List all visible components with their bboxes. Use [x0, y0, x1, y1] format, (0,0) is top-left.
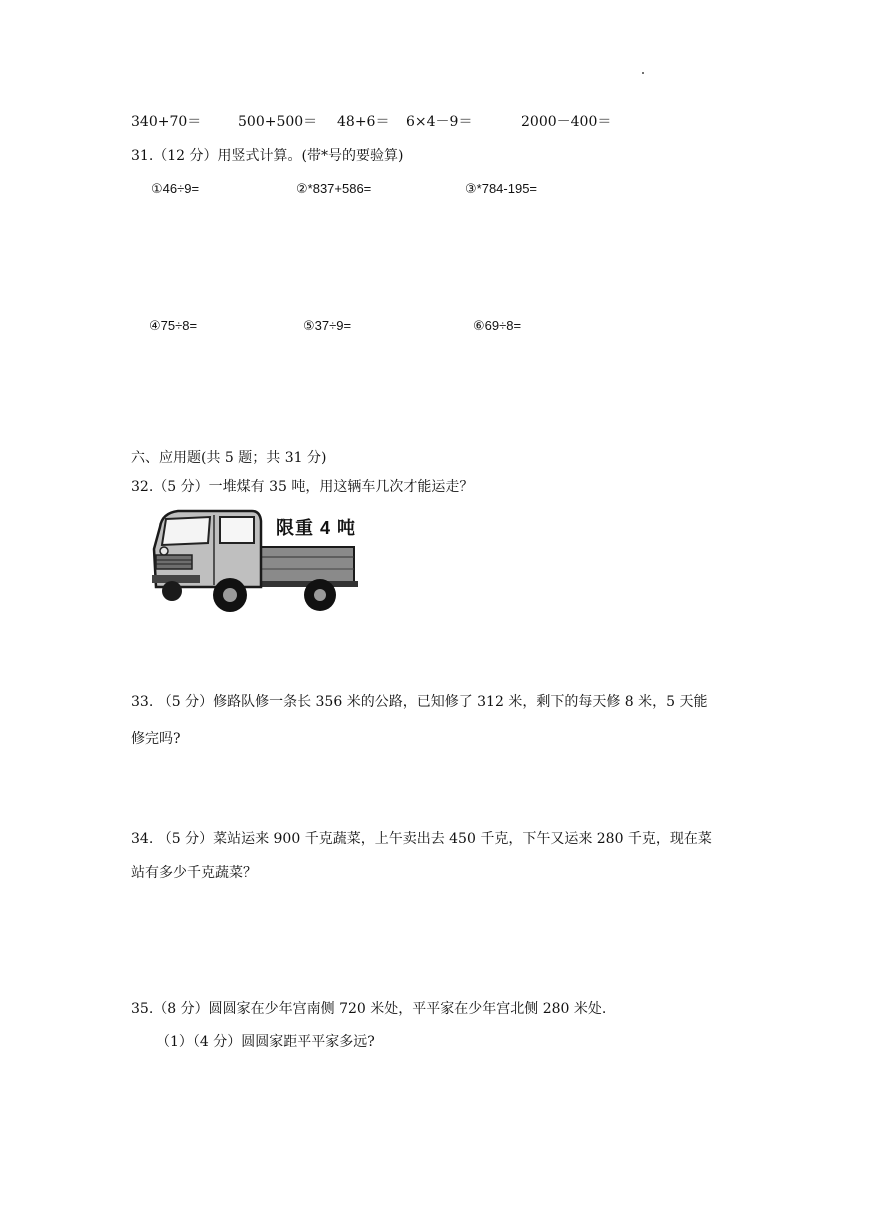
q31-item-5: ⑤37÷9= — [303, 318, 352, 333]
q31-item-6: ⑥69÷8= — [473, 318, 522, 333]
q32-text: 32.（5 分）一堆煤有 35 吨，用这辆车几次才能运走？ — [131, 479, 474, 495]
oral-calc-5: 2000－400＝ — [521, 114, 612, 130]
q35-text: 35.（8 分）圆圆家在少年宫南侧 720 米处，平平家在少年宫北侧 280 米处. — [131, 1001, 607, 1017]
q35-sub1: （1）（4 分）圆圆家距平平家多远? — [156, 1034, 375, 1050]
truck-illustration — [148, 503, 366, 617]
section-6-heading: 六、应用题(共 5 题；共 31 分) — [131, 450, 327, 466]
oral-calc-1: 340+70＝ — [131, 114, 202, 130]
q33-text-line1: 33. （5 分）修路队修一条长 356 米的公路，已知修了 312 米，剩下的每天修 8 米，5 天能 — [131, 694, 708, 710]
q31-item-3: ③*784-195= — [465, 181, 538, 196]
q34-text-line2: 站有多少千克蔬菜？ — [131, 865, 257, 881]
q31-item-4: ④75÷8= — [149, 318, 198, 333]
q34-text-line1: 34. （5 分）菜站运来 900 千克蔬菜，上午卖出去 450 千克，下午又运来 280 千克，现在菜 — [131, 831, 712, 847]
q31-item-1: ①46÷9= — [151, 181, 200, 196]
q31-title: 31.（12 分）用竖式计算。(带*号的要验算) — [131, 148, 404, 164]
page-dot — [642, 72, 644, 74]
oral-calc-2: 500+500＝ — [238, 114, 318, 130]
q31-item-2: ②*837+586= — [296, 181, 372, 196]
q33-text-line2: 修完吗? — [131, 731, 181, 747]
truck-load-limit-sign: 限重 4 吨 — [276, 518, 357, 538]
oral-calc-3: 48+6＝ — [337, 114, 390, 130]
oral-calc-4: 6×4－9＝ — [406, 114, 473, 130]
